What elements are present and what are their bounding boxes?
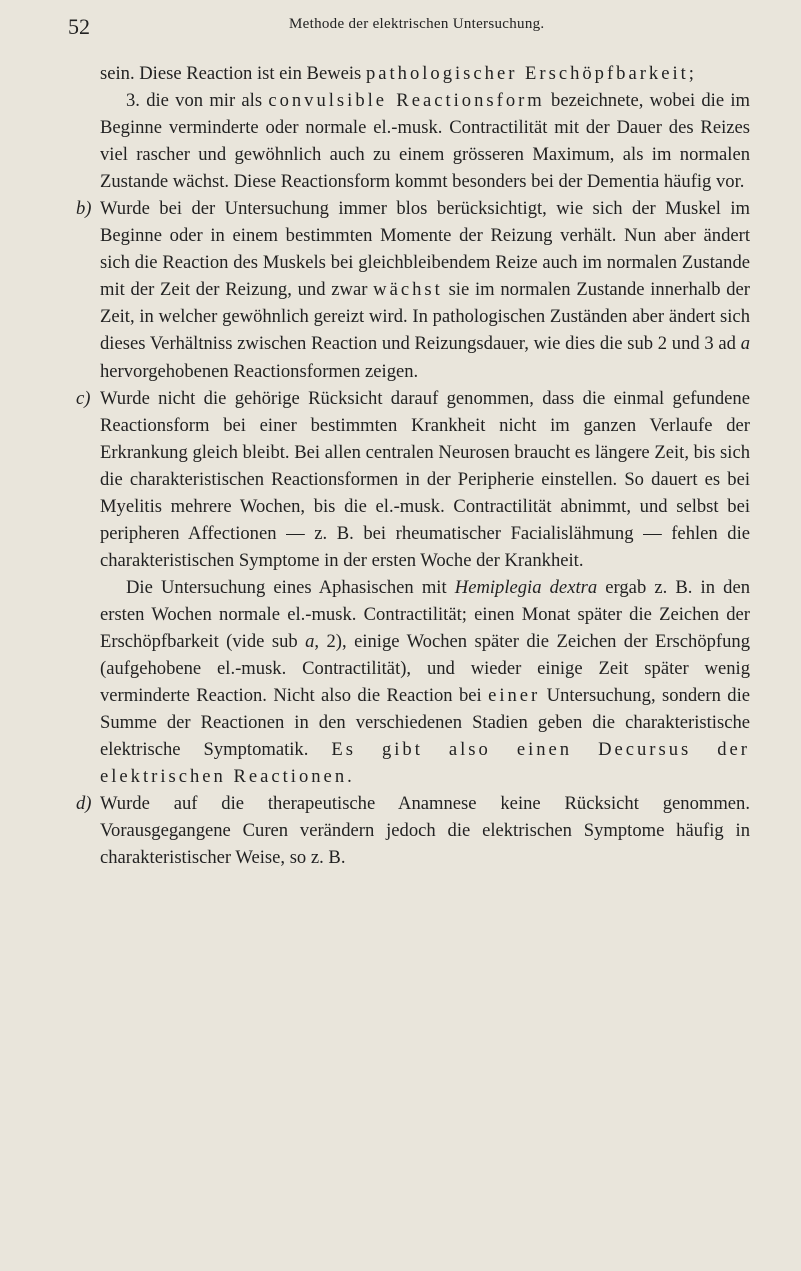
italic-run: a	[740, 333, 750, 355]
text-run: ;	[688, 63, 694, 84]
text-run: ergab z. B. in den ersten Wochen normale el.-musk. Contractilität; einen Monat später die Zeichen der Erschöpfbarkeit (vide sub	[100, 576, 750, 652]
spaced-emphasis: wächst	[373, 279, 443, 301]
body-text	[76, 60, 751, 871]
paragraph-aphasia-case	[100, 574, 750, 790]
text-run: .	[347, 766, 352, 788]
text-run: sein. Diese Reaction ist ein Beweis	[100, 63, 366, 84]
item-text	[100, 385, 750, 574]
italic-run: a	[305, 630, 315, 652]
text-run: Die Untersuchung eines Aphasischen mit	[126, 576, 455, 598]
text-run: Wurde auf die therapeutische Anamnese keine Rücksicht genommen. Vorausgegangene Curen verändern jedoch die elektrischen Symptome häufig in charakteristischer Weise, so z. B.	[100, 793, 750, 869]
item-text	[100, 790, 750, 871]
paragraph-1	[100, 60, 750, 87]
text-run: , 2), einige Wochen später die Zeichen der Erschöpfung (aufgehobene el.-musk. Contractilität), und wieder einige Zeit später wenig verminderte Reaction. Nicht also die Reaction bei	[100, 630, 751, 707]
item-marker: c)	[76, 387, 91, 409]
spaced-emphasis: convulsible Reactionsform	[268, 90, 545, 112]
text-run: Wurde nicht die gehörige Rücksicht darauf genommen, dass die einmal gefundene Reactionsform bei einer bestimmten Krankheit nicht im ganzen Verlaufe der Erkrankung gleich bleibt. Bei allen centralen Neurosen braucht es längere Zeit, bis sich die charakteristischen Reactionsformen in der Peripherie einstellen. So dauert es bei Myelitis mehrere Wochen, bis die el.-musk. Contractilität abnimmt, und selbst bei peripheren Affectionen — z. B. bei rheumatischer Facialislähmung — fehlen die charakteristischen Symptome in der ersten Woche der Krankheit.	[100, 387, 750, 571]
list-item-d	[76, 790, 750, 871]
text-run: hervorgehobenen Reactionsformen zeigen.	[100, 360, 419, 382]
list-item-b	[76, 195, 750, 384]
text-run: 3. die von mir als	[126, 90, 269, 112]
list-item-c	[76, 385, 750, 574]
page-number: 52	[68, 14, 90, 39]
spaced-emphasis: pathologischer Erschöpfbarkeit	[365, 63, 689, 84]
text-run: Untersuchung, sondern die Summe der Reactionen in den verschiedenen Stadien geben die charakteristische elektrische Symptomatik.	[100, 685, 750, 761]
italic-run: Hemiplegia dextra	[454, 576, 598, 598]
text-run: Wurde bei der Untersuchung immer blos berücksichtigt, wie sich der Muskel im Beginne oder in einem bestimmten Momente der Reizung verhält. Nun aber ändert sich die Reaction des Muskels bei gleichbleibendem Reize auch im normalen Zustande mit der Zeit der Reizung, und zwar	[100, 198, 750, 301]
spaced-emphasis: Es gibt also einen Decursus der elektrischen Reactionen	[100, 739, 750, 788]
text-run: sie im normalen Zustande innerhalb der Zeit, in welcher gewöhnlich gereizt wird. In pathologischen Zuständen aber ändert sich dieses Verhältniss zwischen Reaction und Reizungsdauer, wie dies die sub 2 und 3 ad	[100, 279, 750, 355]
item-text	[100, 195, 750, 384]
paragraph-item-3	[100, 87, 750, 195]
item-marker: d)	[76, 793, 92, 815]
running-head: Methode der elektrischen Untersuchung.	[289, 16, 545, 32]
text-run: bezeichnete, wobei die im Beginne verminderte oder normale el.-musk. Contractilität mit der Dauer des Reizes viel rascher und gewöhnlich auch zu einem grösseren Maximum, als im normalen Zustande wächst. Diese Reactionsform kommt besonders bei der Dementia häufig vor.	[100, 90, 750, 193]
item-marker: b)	[76, 198, 92, 220]
spaced-emphasis: einer	[488, 685, 541, 707]
